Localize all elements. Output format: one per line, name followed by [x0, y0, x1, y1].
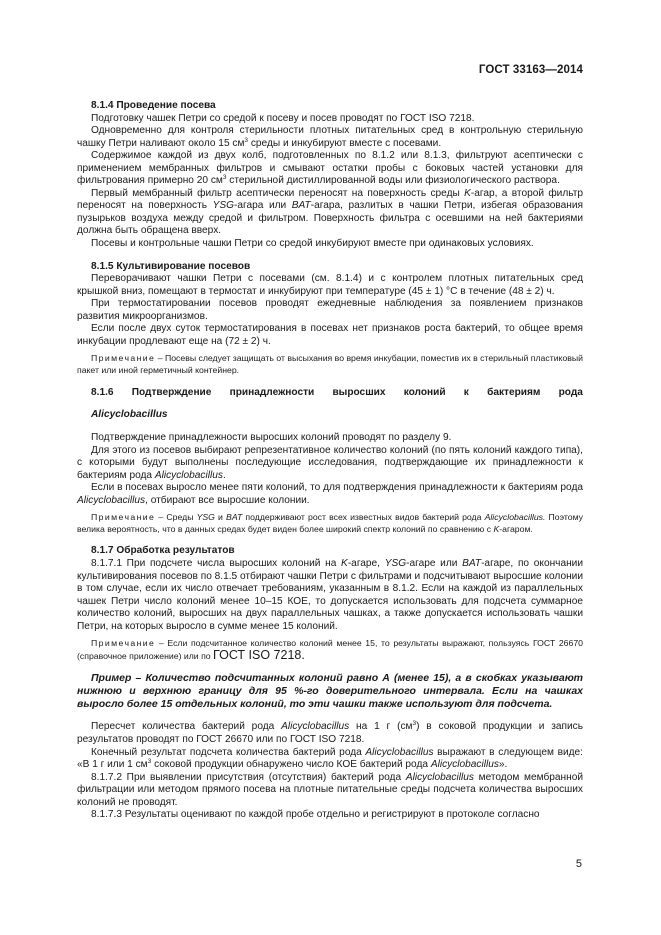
paragraph: Переворачивают чашки Петри с посевами (см. 8.1.4) и с контролем плотных питательных сред крышкой вниз, помещают в термостат и инкубируют при температуре (45 ± 1) °С в течение (48 ± 2) ч.	[77, 273, 583, 297]
example: Пример – Количество подсчитанных колоний равно А (менее 15), а в скобках указывают нижнюю и верхнюю границу для 95 %-го доверительного интервала. Если на чашках выросло более 15 отдельных колоний, то эти чашки также используют для подсчета.	[77, 672, 583, 711]
paragraph: Одновременно для контроля стерильности плотных питательных сред в контрольную стерильную чашку Петри наливают около 15 $см^3$ среды и инкубируют вместе с посевами.	[77, 125, 583, 149]
paragraph: Если в посевах выросло менее пяти колоний, то для подтверждения принадлежности к бактериям рода Alicyclobacillus, отбирают все выросшие колонии.	[77, 482, 583, 506]
paragraph: Подготовку чашек Петри со средой к посеву и посев проводят по ГОСТ ISO 7218.	[91, 112, 475, 124]
section-heading-8-1-4: 8.1.4 Проведение посева	[91, 100, 216, 111]
note: Примечание – Среды YSG и BAT поддерживают рост всех известных видов бактерий рода Alicyclobacillus. Поэтому велика вероятность, что в данных средах будет виден более широкий спектр колоний по сравнению с K-агаром.	[77, 512, 583, 534]
paragraph: При термостатировании посевов проводят ежедневные наблюдения за появлением признаков развития микроорганизмов.	[77, 298, 583, 322]
standard-code: ГОСТ 33163—2014	[478, 64, 583, 76]
note: Примечание – Если подсчитанное количество колоний менее 15, то результаты выражают, пользуясь ГОСТ 26670 (справочное приложение) или по ГОСТ ISO 7218.	[77, 638, 583, 662]
paragraph: 8.1.7.1 При подсчете числа выросших колоний на K-агаре, YSG-агаре или BAT-агаре, по окончании культивирования посевов по 8.1.5 отбирают чашки Петри с фильтрами и подсчитывают выросшие колонии в том случае, если их число отвечает требованиям, указанным в 8.1.2. Если на каждой из параллельных чашек Петри число колоний менее 10–15 КОЕ, то допускается использовать для подсчета суммарное количество колоний, выросших на двух параллельных чашках, а также допускается использовать чашки Петри, на которых выросло в сумме менее 15 колоний.	[77, 557, 583, 632]
paragraph: Посевы и контрольные чашки Петри со средой инкубируют вместе при одинаковых условиях.	[91, 238, 534, 250]
section-heading-8-1-5: 8.1.5 Культивирование посевов	[91, 260, 251, 272]
note: Примечание – Посевы следует защищать от высыхания во время инкубации, поместив их в стерильный пластиковый пакет или иной герметичный контейнер.	[77, 353, 583, 375]
paragraph: Пересчет количества бактерий рода Alicyclobacillus на 1 г $(см^3)$ в соковой продукции и запись результатов проводят по ГОСТ 26670 или по ГОСТ ISO 7218.	[77, 720, 583, 745]
paragraph: Первый мембранный фильтр асептически переносят на поверхность среды K-агар, а второй фильтр переносят на поверхность YSG-агара или BAT-агара, разлитых в чашки Петри, избегая образования пузырьков воздуха между средой и фильтром. Поверхность фильтра с осевшими на ней бактериями должна быть обращена вверх.	[77, 187, 584, 237]
paragraph: Конечный результат подсчета количества бактерий рода Alicyclobacillus выражают в следующем виде: «В 1 г или 1 $см^3$ соковой продукции обнаружено число КОЕ бактерий рода Alicyclobacillus».	[77, 746, 583, 771]
section-heading-8-1-7: 8.1.7 Обработка результатов	[91, 545, 235, 557]
document-body	[77, 100, 583, 822]
paragraph: Подтверждение принадлежности выросших колоний проводят по разделу 9.	[91, 431, 452, 443]
paragraph: Содержимое каждой из двух колб, подготовленных по 8.1.2 или 8.1.3, фильтруют асептически с применением мембранных фильтров и смывают остатки пробы с боковых частей установки для фильтрования примерно 20 $см^3$ стерильной дистиллированной воды или физиологического раствора.	[77, 150, 583, 187]
paragraph: Если после двух суток термостатирования в посевах нет признаков роста бактерий, то общее время инкубации продлевают еще на (72 ± 2) ч.	[77, 323, 583, 347]
paragraph: 8.1.7.2 При выявлении присутствия (отсутствия) бактерий рода Alicyclobacillus методом мембранной фильтрации или методом прямого посева на плотные питательные среды подсчета количества выросших колоний не проводят.	[77, 771, 583, 808]
page-number: 5	[575, 858, 582, 870]
paragraph: 8.1.7.3 Результаты оценивают по каждой пробе отдельно и регистрируют в протоколе согласно	[91, 809, 540, 821]
paragraph: Для этого из посевов выбирают репрезентативное количество колоний (по пять колоний каждого типа), с которыми будут выполнены последующие исследования, подтверждающие их принадлежности к бактериям рода Alicyclobacillus.	[77, 444, 583, 481]
section-heading-8-1-6: 8.1.6 Подтверждение принадлежности выросших колоний к бактериям рода	[91, 386, 583, 398]
section-heading-genus: Alicyclobacillus	[91, 409, 168, 421]
